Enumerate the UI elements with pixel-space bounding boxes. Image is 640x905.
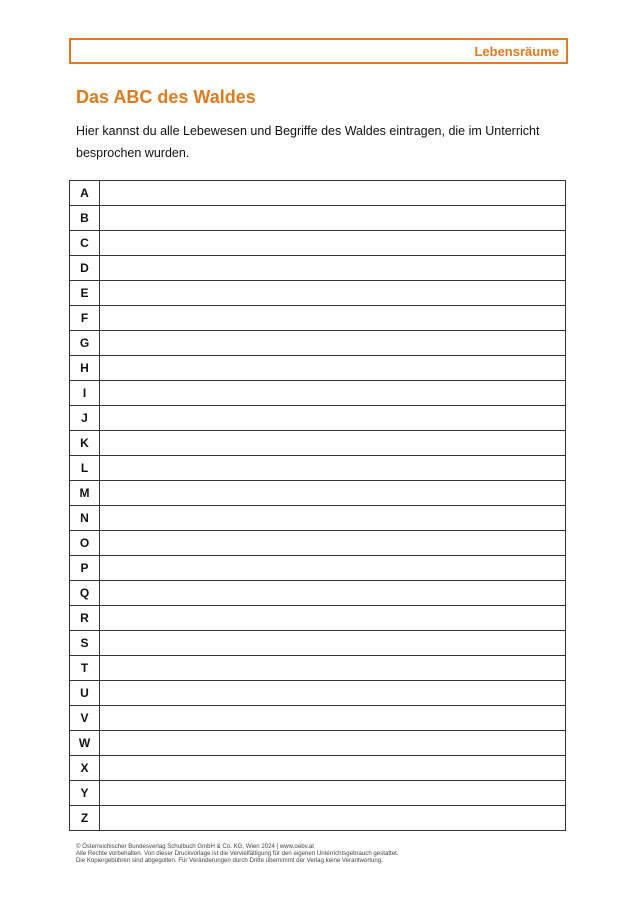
write-in-field[interactable] — [100, 206, 566, 231]
write-in-field[interactable] — [100, 506, 566, 531]
abc-row — [70, 756, 566, 781]
row-letter: K — [70, 431, 100, 456]
row-letter: M — [70, 481, 100, 506]
row-letter: G — [70, 331, 100, 356]
abc-row — [70, 381, 566, 406]
row-letter: Q — [70, 581, 100, 606]
row-letter: A — [70, 181, 100, 206]
abc-row — [70, 231, 566, 256]
abc-row — [70, 481, 566, 506]
footer-line-1: © Österreichischer Bundesverlag Schulbuch GmbH & Co. KG, Wien 2024 | www.oebv.at — [76, 843, 314, 850]
row-letter: R — [70, 606, 100, 631]
row-letter: V — [70, 706, 100, 731]
row-letter: L — [70, 456, 100, 481]
intro-line-1: Hier kannst du alle Lebewesen und Begriffe des Waldes eintragen, die im Unterricht — [76, 124, 540, 138]
row-letter: S — [70, 631, 100, 656]
write-in-field[interactable] — [100, 281, 566, 306]
row-letter: H — [70, 356, 100, 381]
abc-row — [70, 456, 566, 481]
row-letter: I — [70, 381, 100, 406]
abc-row — [70, 206, 566, 231]
header-box — [69, 38, 568, 64]
write-in-field[interactable] — [100, 256, 566, 281]
write-in-field[interactable] — [100, 681, 566, 706]
write-in-field[interactable] — [100, 231, 566, 256]
section-label: Lebensräume — [474, 43, 559, 59]
abc-row — [70, 406, 566, 431]
abc-row — [70, 531, 566, 556]
write-in-field[interactable] — [100, 531, 566, 556]
write-in-field[interactable] — [100, 331, 566, 356]
footer-line-3: Die Kopiergebühren sind abgegolten. Für Veränderungen durch Dritte übernimmt der Verlag keine Verantwortung. — [76, 857, 383, 865]
row-letter: W — [70, 731, 100, 756]
abc-table-body — [70, 181, 566, 831]
abc-row — [70, 256, 566, 281]
write-in-field[interactable] — [100, 381, 566, 406]
write-in-field[interactable] — [100, 181, 566, 206]
write-in-field[interactable] — [100, 781, 566, 806]
abc-row — [70, 806, 566, 831]
row-letter: D — [70, 256, 100, 281]
write-in-field[interactable] — [100, 731, 566, 756]
abc-row — [70, 281, 566, 306]
row-letter: T — [70, 656, 100, 681]
abc-row — [70, 656, 566, 681]
abc-table — [69, 180, 566, 831]
row-letter: B — [70, 206, 100, 231]
write-in-field[interactable] — [100, 431, 566, 456]
row-letter: O — [70, 531, 100, 556]
footer-line-2: Alle Rechte vorbehalten. Von dieser Druckvorlage ist die Vervielfältigung für den eigenen Unterrichtsgebrauch gestattet. — [76, 850, 399, 858]
abc-row — [70, 731, 566, 756]
write-in-field[interactable] — [100, 706, 566, 731]
page-title: Das ABC des Waldes — [76, 87, 256, 107]
intro-text — [76, 120, 546, 164]
row-letter: C — [70, 231, 100, 256]
write-in-field[interactable] — [100, 656, 566, 681]
abc-row — [70, 631, 566, 656]
write-in-field[interactable] — [100, 606, 566, 631]
write-in-field[interactable] — [100, 481, 566, 506]
intro-line-2: besprochen wurden. — [76, 146, 190, 160]
write-in-field[interactable] — [100, 456, 566, 481]
abc-row — [70, 431, 566, 456]
abc-row — [70, 556, 566, 581]
write-in-field[interactable] — [100, 631, 566, 656]
row-letter: E — [70, 281, 100, 306]
write-in-field[interactable] — [100, 806, 566, 831]
write-in-field[interactable] — [100, 356, 566, 381]
abc-row — [70, 506, 566, 531]
abc-row — [70, 581, 566, 606]
write-in-field[interactable] — [100, 406, 566, 431]
abc-row — [70, 706, 566, 731]
row-letter: F — [70, 306, 100, 331]
row-letter: P — [70, 556, 100, 581]
write-in-field[interactable] — [100, 306, 566, 331]
write-in-field[interactable] — [100, 581, 566, 606]
write-in-field[interactable] — [100, 556, 566, 581]
abc-row — [70, 781, 566, 806]
row-letter: X — [70, 756, 100, 781]
row-letter: Z — [70, 806, 100, 831]
abc-row — [70, 181, 566, 206]
row-letter: J — [70, 406, 100, 431]
abc-row — [70, 606, 566, 631]
footer — [76, 843, 398, 865]
row-letter: N — [70, 506, 100, 531]
abc-row — [70, 356, 566, 381]
abc-row — [70, 331, 566, 356]
write-in-field[interactable] — [100, 756, 566, 781]
abc-row — [70, 681, 566, 706]
abc-row — [70, 306, 566, 331]
row-letter: U — [70, 681, 100, 706]
row-letter: Y — [70, 781, 100, 806]
